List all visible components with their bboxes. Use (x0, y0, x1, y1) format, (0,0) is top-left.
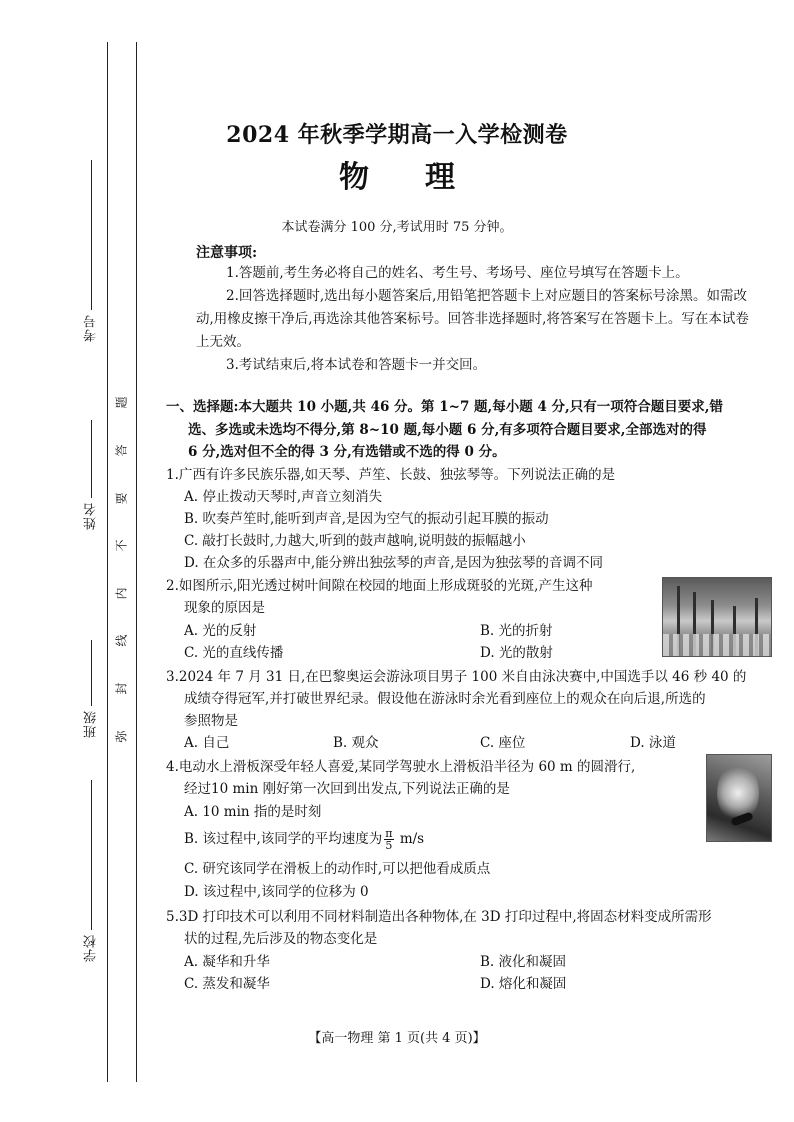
question-1-stem: 1.广西有许多民族乐器,如天琴、芦笙、长鼓、独弦琴等。下列说法正确的是 (166, 467, 616, 483)
q1-option-b[interactable]: B. 吹奏芦笙时,能听到声音,是因为空气的振动引起耳膜的振动 (184, 511, 549, 527)
notice-item: 2.回答选择题时,选出每小题答案后,用铅笔把答题卡上对应题目的答案标号涂黑。如需改动,用橡皮擦干净后,再选涂其他答案标号。回答非选择题时,将答案写在答题卡上。写在本试卷上无效。 (196, 288, 749, 350)
q3-option-b[interactable]: B. 观众 (333, 735, 379, 751)
question-3-stem: 3.2024 年 7 月 31 日,在巴黎奥运会游泳项目男子 100 米自由泳决赛中,中国选手以 46 秒 40 的 (166, 669, 747, 685)
q4-option-b[interactable]: B. 该过程中,该同学的平均速度为 $\frac{\pi}{5}$ m/s (184, 827, 425, 852)
seal-char: 题 (114, 396, 129, 409)
school-label: 学校 (83, 934, 99, 962)
binding-line-inner (136, 42, 137, 1082)
q2-option-d[interactable]: D. 光的散射 (480, 645, 553, 661)
q5-option-a[interactable]: A. 凝华和升华 (184, 954, 270, 970)
binding-line-outer (107, 42, 108, 1082)
q1-option-c[interactable]: C. 敲打长鼓时,力越大,听到的鼓声越响,说明鼓的振幅越小 (184, 533, 526, 549)
q3-option-d[interactable]: D. 泳道 (630, 735, 676, 751)
q5-option-d[interactable]: D. 熔化和凝固 (480, 976, 567, 992)
notice-heading: 注意事项: (196, 245, 258, 261)
school-field[interactable] (76, 780, 106, 962)
seal-char: 要 (114, 492, 129, 505)
name-label: 姓名 (83, 502, 99, 530)
seal-char: 封 (114, 682, 129, 695)
q4-option-c[interactable]: C. 研究该同学在滑板上的动作时,可以把他看成质点 (184, 861, 491, 877)
seal-char: 内 (114, 587, 129, 600)
q1-option-d[interactable]: D. 在众多的乐器声中,能分辨出独弦琴的声音,是因为独弦琴的音调不同 (184, 555, 604, 571)
q3-option-c[interactable]: C. 座位 (480, 735, 526, 751)
q2-option-b[interactable]: B. 光的折射 (480, 623, 553, 639)
water-board-photo (706, 754, 772, 842)
exam-number-label: 考号 (83, 314, 99, 342)
name-field[interactable] (76, 420, 106, 530)
seal-char: 弥 (114, 730, 129, 743)
notice-item: 1.答题前,考生务必将自己的姓名、考生号、考场号、座位号填写在答题卡上。 (226, 265, 689, 281)
q5-option-b[interactable]: B. 液化和凝固 (480, 954, 567, 970)
section-heading: 一、选择题:本大题共 10 小题,共 46 分。第 1~7 题,每小题 4 分,只有一项符合题目要求,错 选、多选或未选均不得分,第 8~10 题,每小题 6 分,有多项符合题目要求,全部选对的得 6 分,选对但不全的得 3 分,有选错或不选的得 0 分。 (166, 399, 723, 460)
class-label: 班级 (83, 710, 99, 738)
subject-char: 物 (339, 160, 369, 195)
question-5-stem-cont: 状的过程,先后涉及的物态变化是 (184, 931, 378, 947)
question-4-stem-cont: 经过10 min 刚好第一次回到出发点,下列说法正确的是 (184, 781, 510, 797)
question-3-stem-cont: 成绩夺得冠军,并打破世界纪录。假设他在游泳时余光看到座位上的观众在向后退,所选的 (184, 691, 706, 707)
seal-char: 答 (114, 444, 129, 457)
question-4-stem: 4.电动水上滑板深受年轻人喜爱,某同学驾驶水上滑板沿半径为 60 m 的圆滑行, (166, 759, 636, 775)
exam-title: 2024 年秋季学期高一入学检测卷 (226, 122, 568, 148)
q4-option-d[interactable]: D. 该过程中,该同学的位移为 0 (184, 884, 369, 900)
notice-list (196, 262, 752, 377)
exam-meta: 本试卷满分 100 分,考试用时 75 分钟。 (281, 220, 513, 235)
q2-option-a[interactable]: A. 光的反射 (184, 623, 257, 639)
seal-char: 不 (114, 539, 129, 552)
tree-shadow-photo (662, 577, 772, 657)
page-footer: 【高一物理 第 1 页(共 4 页)】 (308, 1031, 486, 1046)
class-field[interactable] (76, 640, 106, 738)
q4-option-a[interactable]: A. 10 min 指的是时刻 (184, 804, 322, 820)
question-2-stem: 2.如图所示,阳光透过树叶间隙在校园的地面上形成斑驳的光斑,产生这种 (166, 578, 593, 594)
notice-item: 3.考试结束后,将本试卷和答题卡一并交回。 (226, 357, 487, 373)
subject-char: 理 (425, 160, 455, 195)
q5-option-c[interactable]: C. 蒸发和凝华 (184, 976, 270, 992)
pi-over-5-fraction: $\frac{\pi}{5}$ (385, 827, 393, 852)
q3-option-a[interactable]: A. 自己 (184, 735, 230, 751)
question-3-stem-cont: 参照物是 (184, 713, 238, 729)
question-5-stem: 5.3D 打印技术可以利用不同材料制造出各种物体,在 3D 打印过程中,将固态材料变成所需形 (166, 909, 712, 925)
seal-char: 线 (114, 634, 129, 647)
subject-title (0, 152, 794, 196)
question-2-stem-cont: 现象的原因是 (184, 600, 265, 616)
q2-option-c[interactable]: C. 光的直线传播 (184, 645, 284, 661)
q1-option-a[interactable]: A. 停止拨动天琴时,声音立刻消失 (184, 489, 383, 505)
